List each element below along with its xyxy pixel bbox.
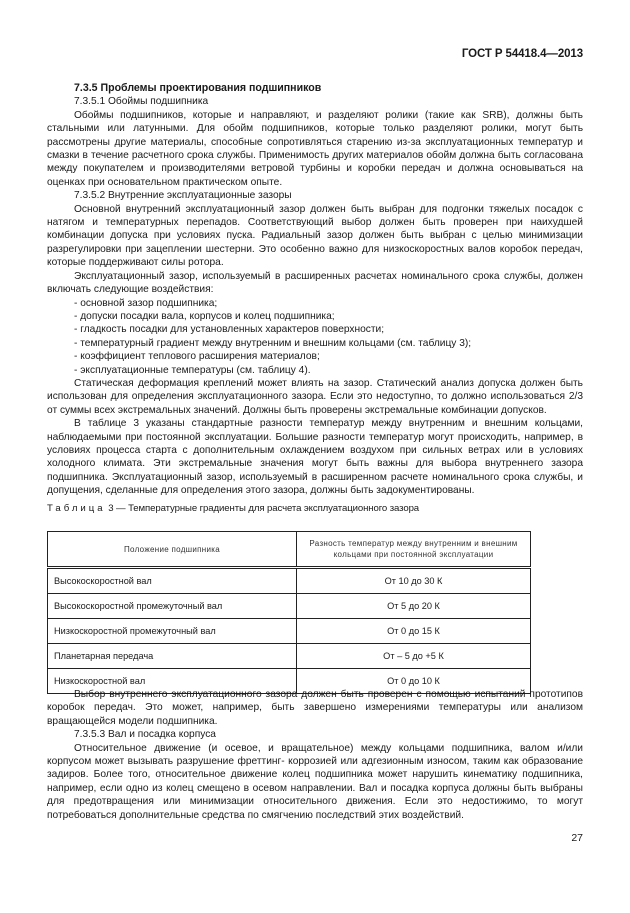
table-row xyxy=(48,594,531,619)
column-header: Разность температур между внутренним и внешним кольцами при постоянной эксплуатации xyxy=(297,532,531,568)
subsection-title-3: 7.3.5.3 Вал и посадка корпуса xyxy=(74,729,216,741)
bearing-position: Высокоскоростной промежуточный вал xyxy=(48,594,297,619)
list-item: - основной зазор подшипника; xyxy=(74,297,218,309)
paragraph: Обоймы подшипников, которые и направляют, и разделяют ролики (такие как SRB), должны быть стальными или латунными. Для обойм подшипников, которые только разделяют ролики, могут быть рассмотрены другие материалы, способные сопротивляться старению из-за эксплуатационных температур и смазки в течение расчетного срока службы. Применимость других материалов обойм должна быть согласована между покупателем и производителями ветровой турбины и коробки передач и должна основываться на оценках при основательном практическом опыте. xyxy=(47,109,583,188)
bearing-position: Высокоскоростной вал xyxy=(48,568,297,594)
paragraph: Основной внутренний эксплуатационный зазор должен быть выбран для подгонки тяжелых посадок с натягом и температурных перепадов. Соответствующий выбор должен быть проверен при наихудшей комбинации допуска при условиях пуска. Радиальный зазор должен быть выбран с целью минимизации разрегулировки при зацеплении шестерни. Это особенно важно для низкоскоростных валов коробок передач, которые поддерживают силы ротора. xyxy=(47,203,583,269)
list-item: - гладкость посадки для установленных характеров поверхности; xyxy=(74,324,385,336)
temperature-difference: От 0 до 15 К xyxy=(297,619,531,644)
table-caption xyxy=(47,502,583,515)
temperature-difference: От 10 до 30 К xyxy=(297,568,531,594)
list-item: - коэффициент теплового расширения материалов; xyxy=(74,351,320,363)
temperature-gradient-table xyxy=(47,531,531,694)
page-body xyxy=(47,82,583,515)
table-row xyxy=(48,619,531,644)
page-body-continued xyxy=(47,688,583,822)
document-id: ГОСТ Р 54418.4—2013 xyxy=(461,48,583,60)
subsection-title-2: 7.3.5.2 Внутренние эксплуатационные зазоры xyxy=(74,190,292,202)
column-header: Положение подшипника xyxy=(48,532,297,568)
bearing-position: Планетарная передача xyxy=(48,644,297,669)
paragraph: Эксплуатационный зазор, используемый в расширенных расчетах номинального срока службы, должен включать следующие воздействия: xyxy=(47,270,583,296)
table-caption-number: 3 xyxy=(108,502,114,514)
temperature-difference: От 5 до 20 К xyxy=(297,594,531,619)
table-row xyxy=(48,568,531,594)
paragraph: В таблице 3 указаны стандартные разности температур между внутренним и внешним кольцами, наблюдаемыми при постоянной эксплуатации. Большие разности температур могут происходить, например, в условиях процесса старта с дополнительным охлаждением воздухом при сильных ветрах или в условиях холодного климата. Эти экстремальные значения могут быть важны для выбора внутреннего зазора подшипника. Эксплуатационный зазор, используемый в расширенном расчете номинального срока службы, и допущения, сделанные для определения этого зазора, должны быть задокументированы. xyxy=(47,418,583,497)
list-item: - допуски посадки вала, корпусов и колец подшипника; xyxy=(74,310,335,322)
temperature-difference: От 0 до 10 К xyxy=(297,669,531,694)
bearing-position: Низкоскоростной вал xyxy=(48,669,297,694)
paragraph: Относительное движение (и осевое, и вращательное) между кольцами подшипника, валом и/или корпусом может вызывать разрушение фреттинг- коррозией или адгезионным износом, таким как образование задиров. Более того, относительное движение колец подшипника может нарушить кинематику подшипника, например, если одно из колец смещено в осевом направлении. Вал и посадка корпуса должны быть выбраны для предотвращения или минимизации относительного движения. Если это недостижимо, то могут потребоваться дополнительные средства по смягчению последствий этих воздействий. xyxy=(47,742,583,821)
list-item: - температурный градиент между внутренним и внешним кольцами (см. таблицу 3); xyxy=(74,337,472,349)
table-caption-text: — Температурные градиенты для расчета эксплуатационного зазора xyxy=(113,502,420,514)
paragraph: Выбор внутреннего эксплуатационного зазора должен быть проверен с помощью испытаний прототипов коробок передач. Это может, например, быть завершено измерениями температуры или анализом вращающейся модели подшипника. xyxy=(47,689,583,727)
temperature-difference: От – 5 до +5 К xyxy=(297,644,531,669)
list-item: - эксплуатационные температуры (см. таблицу 4). xyxy=(74,364,311,376)
table-row xyxy=(48,644,531,669)
page-number: 27 xyxy=(571,832,583,844)
table-caption-label: Таблица xyxy=(47,502,106,514)
table-header-row xyxy=(48,532,531,568)
bearing-position: Низкоскоростной промежуточный вал xyxy=(48,619,297,644)
paragraph: Статическая деформация креплений может влиять на зазор. Статический анализ допуска должен быть использован для определения эксплуатационного зазора. Если это недоступно, то должно использоваться 2/3 от суммы всех экстремальных значений. Должны быть проверены экстремальные комбинации допусков. xyxy=(47,377,583,416)
subsection-title-1: 7.3.5.1 Обоймы подшипника xyxy=(74,96,209,108)
section-title: 7.3.5 Проблемы проектирования подшипников xyxy=(74,82,322,94)
